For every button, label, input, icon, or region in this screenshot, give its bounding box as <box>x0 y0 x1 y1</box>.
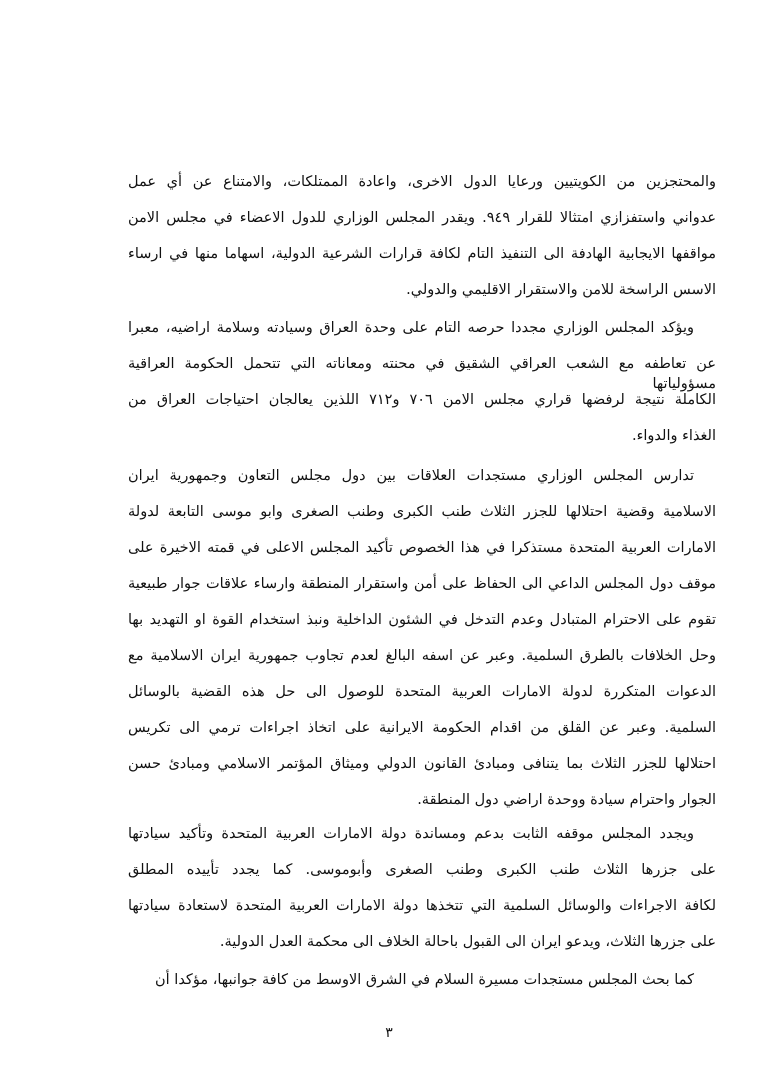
text-line: مواقفها الايجابية الهادفة الى التنفيذ التام لكافة قرارات الشرعية الدولية، اسهاما منها في ارساء <box>128 246 716 262</box>
text-line: الغذاء والدواء. <box>631 428 716 444</box>
text-line: على جزرها الثلاث طنب الكبرى وطنب الصغرى وأبوموسى. كما يجدد تأييده المطلق <box>128 862 716 878</box>
text-line: موقف دول المجلس الداعي الى الحفاظ على أمن واستقرار المنطقة وارساء علاقات جوار طبيعية <box>128 576 716 592</box>
text-line: الاسلامية وقضية احتلالها للجزر الثلاث طنب الكبرى وطنب الصغرى وابو موسى التابعة لدولة <box>128 504 716 520</box>
text-line: الدعوات المتكررة لدولة الامارات العربية المتحدة للوصول الى حل هذه القضية بالوسائل <box>128 684 716 700</box>
text-line: كما بحث المجلس مستجدات مسيرة السلام في الشرق الاوسط من كافة جوانبها، مؤكدا أن <box>155 972 694 988</box>
text-line: الامارات العربية المتحدة مستذكرا في هذا الخصوص تأكيد المجلس الاعلى في قمته الاخيرة على <box>128 540 716 556</box>
text-line: تقوم على الاحترام المتبادل وعدم التدخل في الشئون الداخلية ونبذ استخدام القوة او التهديد بها <box>128 612 716 628</box>
text-line: لكافة الاجراءات والوسائل السلمية التي تتخذها دولة الامارات العربية المتحدة لاستعادة سيادتها <box>128 898 716 914</box>
text-line: وحل الخلافات بالطرق السلمية. وعبر عن اسفه البالغ لعدم تجاوب جمهورية ايران الاسلامية مع <box>128 648 716 664</box>
text-line: الاسس الراسخة للامن والاستقرار الاقليمي والدولي. <box>406 282 716 298</box>
text-line: احتلالها للجزر الثلاث بما يتنافى ومبادئ القانون الدولي وميثاق المؤتمر الاسلامي ومبادئ حسن <box>128 756 716 772</box>
text-line: الكاملة نتيجة لرفضها قراري مجلس الامن ٧٠٦ و٧١٢ اللذين يعالجان احتياجات العراق من <box>128 392 716 408</box>
text-line: ويجدد المجلس موقفه الثابت بدعم ومساندة دولة الامارات العربية المتحدة وتأكيد سيادتها <box>128 826 694 842</box>
text-line: السلمية. وعبر عن القلق من اقدام الحكومة الايرانية على اتخاذ اجراءات ترمي الى تكريس <box>128 720 716 736</box>
text-line: ويؤكد المجلس الوزاري مجددا حرصه التام على وحدة العراق وسيادته وسلامة اراضيه، معبرا <box>128 320 694 336</box>
page-number: ٣ <box>385 1025 393 1041</box>
text-line: تدارس المجلس الوزاري مستجدات العلاقات بين دول مجلس التعاون وجمهورية ايران <box>128 468 694 484</box>
text-line: والمحتجزين من الكويتيين ورعايا الدول الاخرى، واعادة الممتلكات، والامتناع عن أي عمل <box>128 174 716 190</box>
text-line: على جزرها الثلاث، ويدعو ايران الى القبول باحالة الخلاف الى محكمة العدل الدولية. <box>219 934 716 950</box>
text-line: الجوار واحترام سيادة ووحدة اراضي دول المنطقة. <box>417 792 716 808</box>
text-line: عدواني واستفزازي امتثالا للقرار ٩٤٩. ويقدر المجلس الوزاري للدول الاعضاء في مجلس الامن <box>128 210 716 226</box>
text-line: عن تعاطفه مع الشعب العراقي الشقيق في محنته ومعاناته التي تتحمل الحكومة العراقية مسؤولياتها <box>128 356 716 392</box>
